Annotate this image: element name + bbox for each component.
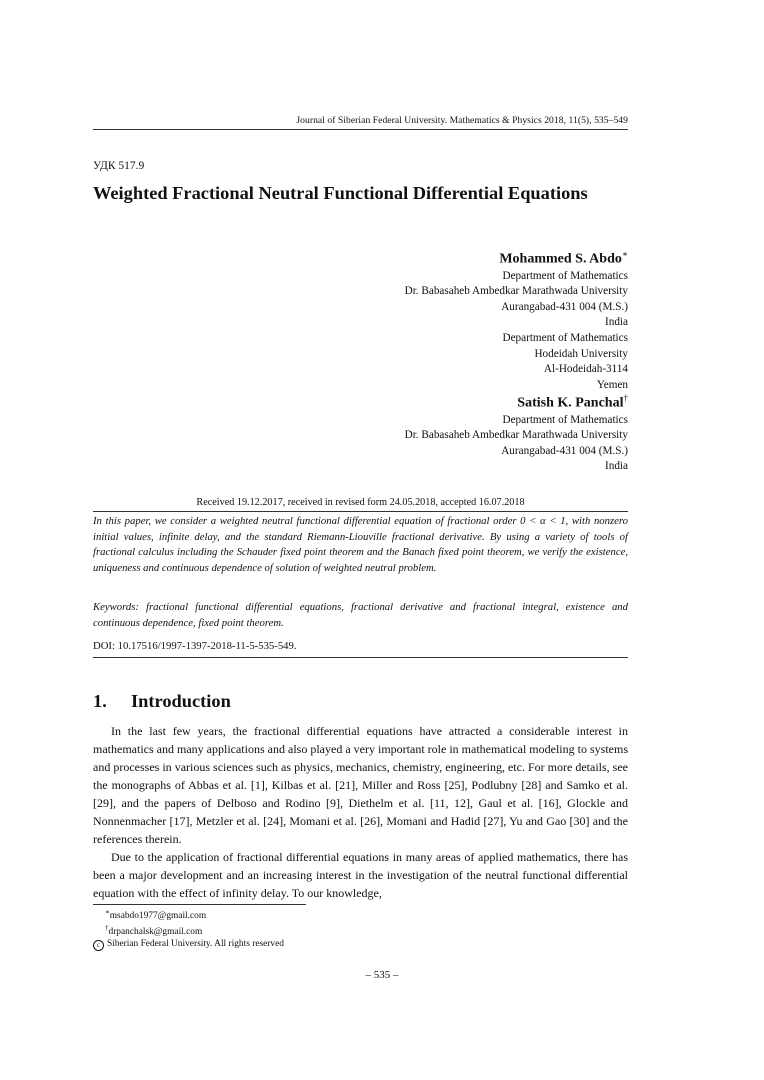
author-footnote-mark: † [623,393,628,403]
keywords-text: fractional functional differential equations, fractional derivative and fractional integral, existence and continuous dependence, fixed point theorem. [93,601,628,629]
abstract: In this paper, we consider a weighted neutral functional differential equation of fractional order 0 < α < 1, with nonzero initial values, infinite delay, and the standard Riemann-Liouville fractional derivative. By using a variety of tools of fractional calculus including the Schauder fixed point theorem and the Banach fixed point theorem, we verify the existence, uniqueness and continuous dependence of solution of weighted neutral problem. [93,515,628,575]
udc-code: УДК 517.9 [93,160,145,172]
copyright-text: Siberian Federal University. All rights reserved [107,938,284,949]
footnote [93,923,284,939]
author-name: Satish K. Panchal† [517,393,628,411]
affiliation-line: Department of Mathematics [502,332,628,345]
paper-title: Weighted Fractional Neutral Functional Differential Equations [93,183,588,203]
affiliation-line: India [605,460,628,473]
keywords-label: Keywords: [93,601,139,613]
affiliation-line: Aurangabad-431 004 (M.S.) [501,300,628,313]
author-name: Mohammed S. Abdo∗ [499,249,628,267]
footnote-rule [93,904,306,905]
copyright-icon: c [93,940,104,951]
section-title: Introduction [131,691,231,711]
introduction-body [93,722,628,902]
footnote-email[interactable]: drpanchalsk@gmail.com [108,927,203,938]
affiliation-line: Aurangabad-431 004 (M.S.) [501,444,628,457]
abstract-rule-bottom [93,657,628,658]
affiliation-line: Department of Mathematics [502,413,628,426]
copyright-line [93,939,284,951]
paragraph: In the last few years, the fractional differential equations have attracted a considerable interest in mathematics and many applications and also played a very important role in mathematical modeling to systems and processes in various sciences such as physics, mechanics, chemistry, engineering, etc. For more details, see the monographs of Abbas et al. [1], Kilbas et al. [21], Miller and Ross [25], Podlubny [28] and Samko et al. [29], and the papers of Delboso and Rodino [9], Diethelm et al. [11, 12], Gaul et al. [16], Glockle and Nonnenmacher [17], Metzler et al. [24], Momani et al. [26], Momani and Hadid [27], Yu and Gao [30] and the references therein. [93,724,628,846]
journal-header [93,115,628,126]
footnote [93,907,284,923]
affiliation-line: Department of Mathematics [502,269,628,282]
header-rule [93,129,628,130]
paragraph: Due to the application of fractional differential equations in many areas of applied mathematics, there has been a major development and an increasing interest in the investigation of the neutral functional differential equation with the effect of infinity delay. To our knowledge, [93,850,628,900]
footnotes [93,907,284,951]
affiliation-line: Hodeidah University [534,347,628,360]
footnote-mark: ∗ [105,908,110,916]
footnote-mark: † [105,923,109,932]
affiliation-line: Yemen [596,378,628,391]
keywords [93,600,628,631]
affiliation-line: Dr. Babasaheb Ambedkar Marathwada University [404,285,628,298]
section-heading [93,691,231,712]
author-footnote-mark: ∗ [621,249,628,259]
page-number: – 535 – [365,969,399,981]
abstract-rule-top [93,511,628,512]
affiliation-line: Dr. Babasaheb Ambedkar Marathwada University [404,429,628,442]
author-block-2 [405,389,628,475]
journal-citation: Journal of Siberian Federal University. Mathematics & Physics 2018, 11(5), 535–549 [296,115,628,126]
section-number: 1. [93,691,107,711]
footnote-email[interactable]: msabdo1977@gmail.com [109,911,207,922]
doi[interactable]: DOI: 10.17516/1997-1397-2018-11-5-535-549. [93,640,297,652]
affiliation-line: Al-Hodeidah-3114 [543,363,628,376]
received-dates: Received 19.12.2017, received in revised form 24.05.2018, accepted 16.07.2018 [196,497,525,508]
author-block-1 [405,245,628,393]
affiliation-line: India [605,316,628,329]
